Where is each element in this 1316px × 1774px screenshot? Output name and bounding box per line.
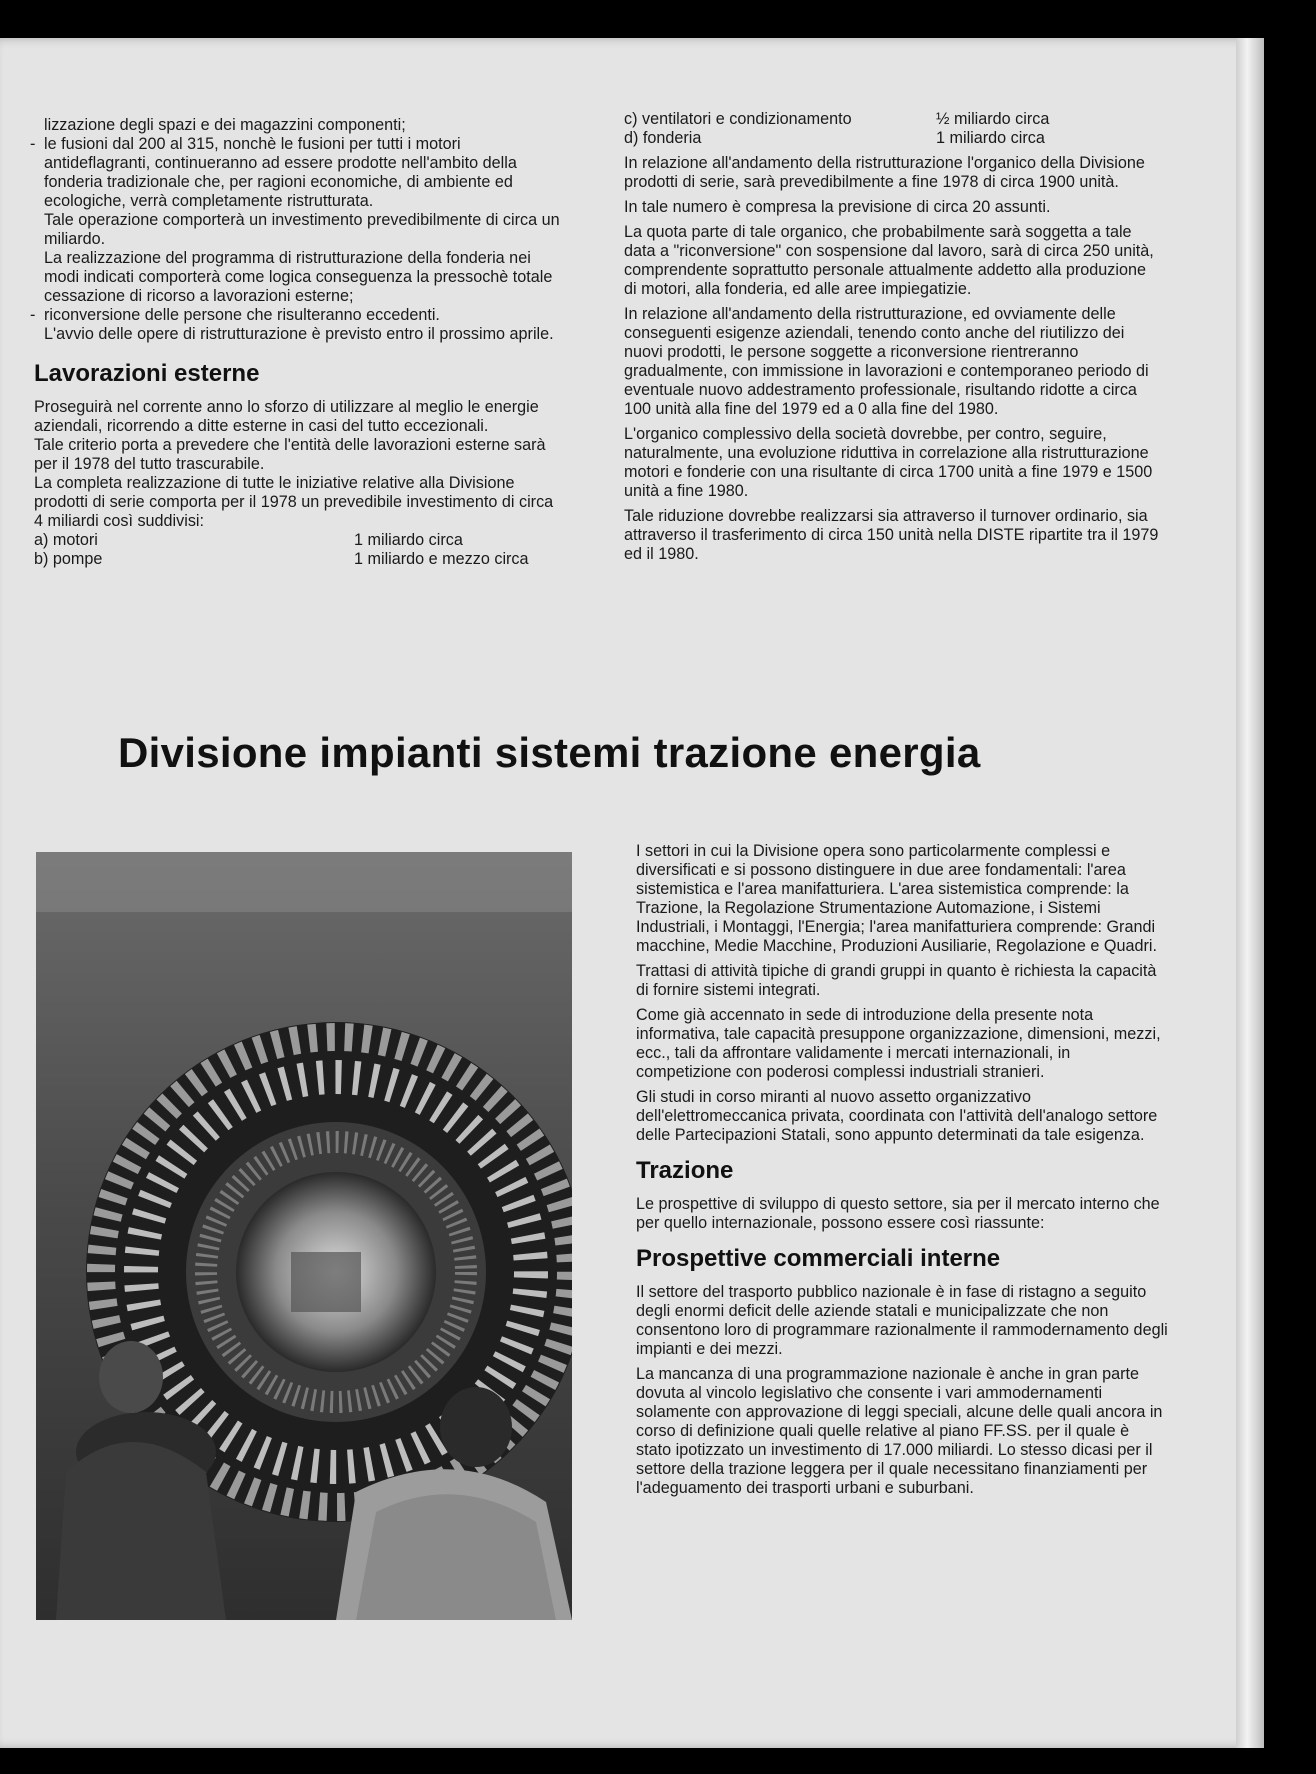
bullet-item: - riconversione delle persone che risulteranno eccedenti. <box>30 306 440 324</box>
paragraph: In relazione all'andamento della ristrutturazione l'organico della Divisione prodotti di serie, sarà prevedibilmente a fine 1978 di circa 1900 unità. <box>624 154 1145 191</box>
paragraph: Trattasi di attività tipiche di grandi gruppi in quanto è richiesta la capacità di fornire sistemi integrati. <box>636 962 1157 999</box>
page-edge <box>1236 38 1264 1748</box>
right-top-column <box>624 110 1159 570</box>
paragraph: Come già accennato in sede di introduzione della presente nota informativa, tale capacità presuppone organizzazione, dimensioni, mezzi, ecc., tali da affrontare validamente i mercati internazionali, in competizione con poderosi complessi industriali stranieri. <box>636 1006 1161 1081</box>
bullet-cont: Tale operazione comporterà un investimento prevedibilmente di circa un miliardo. <box>44 211 560 248</box>
division-title: Divisione impianti sistemi trazione energia <box>118 729 981 776</box>
allocation-row: d) fonderia 1 miliardo circa <box>624 129 1045 147</box>
paragraph: La mancanza di una programmazione nazionale è anche in gran parte dovuta al vincolo legislativo che consente i vari ammodernamenti solamente con approvazione di leggi speciali, alcune delle quali ancora in corso di definizione quali quelle relative al piano FF.SS. per il quale è stato ipotizzato un investimento di 17.000 miliardi. Lo stesso dicasi per il settore della trazione leggera per il quale necessitano finanziamenti per l'adeguamento dei trasporti urbani e suburbani. <box>636 1365 1163 1497</box>
paragraph: L'organico complessivo della società dovrebbe, per contro, seguire, naturalmente, una evoluzione riduttiva in correlazione alla ristrutturazione motori e fonderie con una risultante di circa 1700 unità a fine 1979 e 1500 unità a fine 1980. <box>624 425 1153 500</box>
paragraph: Gli studi in corso miranti al nuovo assetto organizzativo dell'elettromeccanica privata, coordinata con l'attività dell'analogo settore delle Partecipazioni Statali, sono appunto determinati da tale esigenza. <box>636 1088 1158 1144</box>
right-bottom-column <box>636 842 1168 1504</box>
section-heading-lavorazioni: Lavorazioni esterne <box>34 360 260 387</box>
photo-illustration <box>36 852 572 1620</box>
allocation-row: c) ventilatori e condizionamento ½ miliardo circa <box>624 110 1050 128</box>
paragraph: In tale numero è compresa la previsione di circa 20 assunti. <box>624 198 1051 216</box>
paragraph: I settori in cui la Divisione opera sono particolarmente complessi e diversificati e si possono distinguere in due aree fondamentali: l'area sistemistica e l'area manifatturiera. L'area sistemistica comprende: la Trazione, la Regolazione Strumentazione Automazione, i Sistemi Industriali, i Montaggi, l'Energia; l'area manifatturiera comprende: Grandi macchine, Medie Macchine, Produzioni Ausiliarie, Regolazione e Quadri. <box>636 842 1157 955</box>
paragraph: In relazione all'andamento della ristrutturazione, ed ovviamente delle conseguenti esigenze aziendali, tenendo conto anche del riutilizzo dei nuovi prodotti, le persone soggette a riconversione rientreranno gradualmente, con immissione in lavorazioni e contemporaneo periodo di eventuale nuovo addestramento professionale, risultando ridotte a circa 100 unità alla fine del 1979 ed a 0 alla fine del 1980. <box>624 305 1149 418</box>
paragraph: Il settore del trasporto pubblico nazionale è in fase di ristagno a seguito degli enormi deficit delle aziende statali e municipalizzate che non consentono loro di programmare razionalmente il rammodernamento degli impianti e dei mezzi. <box>636 1283 1168 1358</box>
left-top-column <box>30 116 564 569</box>
bullet-cont: L'avvio delle opere di ristrutturazione è previsto entro il prossimo aprile. <box>44 325 554 343</box>
paragraph: Proseguirà nel corrente anno lo sforzo di utilizzare al meglio le energie aziendali, ricorrendo a ditte esterne in casi del tutto eccezionali. <box>34 398 539 435</box>
paragraph: La completa realizzazione di tutte le iniziative relative alla Divisione prodotti di serie comporta per il 1978 un prevedibile investimento di circa 4 miliardi così suddivisi: <box>34 474 554 530</box>
allocation-row: a) motori 1 miliardo circa <box>34 531 463 549</box>
paragraph: Tale criterio porta a prevedere che l'entità delle lavorazioni esterne sarà per il 1978 del tutto trascurabile. <box>34 436 546 473</box>
paragraph: La quota parte di tale organico, che probabilmente sarà soggetta a tale data a "riconversione" con sospensione dal lavoro, sarà di circa 250 unità, comprendente soprattutto personale attualmente addetto alla produzione di motori, alla fonderia, ed alle aree impiegatizie. <box>624 223 1154 298</box>
bullet-list <box>30 135 564 344</box>
allocation-row: b) pompe 1 miliardo e mezzo circa <box>34 550 529 568</box>
paragraph: Le prospettive di sviluppo di questo settore, sia per il mercato interno che per quello internazionale, possono essere così riassunte: <box>636 1195 1160 1232</box>
paragraph: Tale riduzione dovrebbe realizzarsi sia attraverso il turnover ordinario, sia attraverso il trasferimento di circa 150 unità nella DISTE ripartite tra il 1979 ed il 1980. <box>624 507 1159 563</box>
bullet-cont: La realizzazione del programma di ristrutturazione della fonderia nei modi indicati comporterà come logica conseguenza la pressochè totale cessazione di ricorso a lavorazioni esterne; <box>44 249 553 305</box>
section-heading-trazione: Trazione <box>636 1157 734 1184</box>
section-heading-prospettive: Prospettive commerciali interne <box>636 1245 1001 1272</box>
bullet-item: - le fusioni dal 200 al 315, nonchè le fusioni per tutti i motori antideflagranti, continueranno ad essere prodotte nell'ambito della fonderia tradizionale che, per ragioni economiche, di ambiente ed ecologiche, verrà completamente ristrutturata. <box>30 135 517 210</box>
stator-workers-photo <box>36 852 572 1620</box>
intro-line: lizzazione degli spazi e dei magazzini componenti; <box>44 116 406 134</box>
